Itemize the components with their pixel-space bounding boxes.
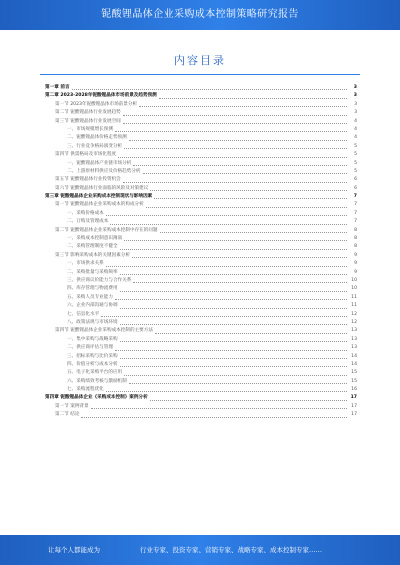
toc-leader-dots: [91, 408, 347, 409]
toc-entry-text: 第一节 案例背景: [55, 403, 89, 409]
toc-page-number: 11: [351, 303, 357, 309]
toc-entry[interactable]: [45, 285, 357, 293]
toc-page-number: 4: [354, 135, 357, 141]
toc-leader-dots: [72, 89, 347, 90]
toc-page-number: 10: [351, 277, 357, 283]
toc-entry-text: 一、采购成本控制意识薄弱: [67, 236, 123, 242]
toc-entry[interactable]: [45, 277, 357, 285]
toc-entry[interactable]: [45, 252, 357, 260]
toc-entry-text: 一、市场供求关系: [67, 261, 104, 267]
toc-leader-dots: [133, 282, 347, 283]
toc-entry[interactable]: [45, 227, 357, 235]
toc-page-number: 14: [351, 353, 357, 359]
toc-entry[interactable]: [45, 151, 357, 159]
toc-leader-dots: [160, 232, 347, 233]
toc-leader-dots: [120, 341, 347, 342]
toc-leader-dots: [120, 291, 347, 292]
toc-entry[interactable]: [45, 143, 357, 151]
report-footer-banner: [0, 535, 400, 565]
toc-page-number: 3: [353, 93, 357, 99]
toc-page-number: 8: [354, 236, 357, 242]
toc-page-number: 8: [354, 227, 357, 233]
toc-leader-dots: [81, 417, 347, 418]
toc-entry[interactable]: [45, 311, 357, 319]
toc-entry-text: 第一节 铌酸锂晶体企业采购成本的构成分析: [55, 202, 144, 208]
toc-entry-text: 第三节 影响采购成本的关键因素分析: [55, 252, 130, 258]
toc-entry-text: 一、采购价格成本: [67, 210, 104, 216]
toc-leader-dots: [120, 324, 347, 325]
toc-leader-dots: [120, 249, 347, 250]
toc-entry[interactable]: [45, 201, 357, 209]
toc-page-number: 7: [353, 194, 357, 200]
toc-entry[interactable]: [45, 294, 357, 302]
toc-entry-text: 二、供应商评估与管理: [67, 345, 113, 351]
toc-entry-text: 三、招标采购与比价采购: [67, 353, 118, 359]
toc-entry[interactable]: [45, 109, 357, 117]
toc-title-divider: [40, 74, 360, 75]
toc-leader-dots: [154, 198, 347, 199]
toc-entry[interactable]: [45, 243, 357, 251]
toc-entry[interactable]: [45, 394, 357, 402]
toc-entry[interactable]: [45, 160, 357, 168]
toc-entry-text: 五、采购人员专业能力: [67, 294, 113, 300]
toc-entry[interactable]: [45, 269, 357, 277]
toc-leader-dots: [150, 400, 347, 401]
toc-entry-text: 二、上游原材料供应及价格趋势分析: [67, 168, 141, 174]
toc-page-number: 5: [354, 152, 357, 158]
toc-page-number: 5: [354, 160, 357, 166]
toc-entry[interactable]: [45, 369, 357, 377]
toc-page-number: 3: [354, 110, 357, 116]
toc-page-number: 12: [351, 311, 357, 317]
toc-leader-dots: [132, 257, 347, 258]
toc-leader-dots: [120, 308, 347, 309]
toc-page-number: 17: [350, 395, 357, 401]
toc-leader-dots: [106, 215, 347, 216]
toc-entry-text: 第三章 铌酸锂晶体企业采购成本控制现状与影响因素: [45, 194, 153, 200]
footer-lead-text: 让每个人都能成为: [48, 546, 100, 554]
toc-leader-dots: [123, 182, 347, 183]
toc-entry[interactable]: [45, 134, 357, 142]
toc-page-number: 14: [351, 361, 357, 367]
toc-leader-dots: [155, 333, 347, 334]
toc-leader-dots: [110, 224, 347, 225]
toc-page-number: 6: [354, 177, 357, 183]
toc-entry-text: 三、行业竞争格局演变分析: [67, 143, 123, 149]
toc-leader-dots: [150, 190, 347, 191]
toc-page-number: 11: [351, 294, 357, 300]
toc-entry-text: 第二节 铌酸锂晶体行业发展趋势: [55, 110, 121, 116]
toc-page-number: 13: [351, 345, 357, 351]
toc-page-number: 17: [351, 412, 357, 418]
toc-entry-text: 第五节 铌酸锂晶体行业投资机会: [55, 177, 121, 183]
toc-leader-dots: [106, 391, 347, 392]
toc-leader-dots: [133, 165, 347, 166]
toc-entry[interactable]: [45, 378, 357, 386]
toc-page-number: 10: [351, 286, 357, 292]
toc-entry[interactable]: [45, 361, 357, 369]
toc-leader-dots: [115, 350, 347, 351]
toc-entry-text: 一、集中采购与战略采购: [67, 336, 118, 342]
toc-entry[interactable]: [45, 386, 357, 394]
toc-entry[interactable]: [45, 92, 357, 100]
toc-page-number: 3: [354, 101, 357, 107]
toc-page-number: 12: [351, 319, 357, 325]
toc-leader-dots: [139, 106, 347, 107]
toc-leader-dots: [120, 274, 347, 275]
toc-entry-text: 七、信息化水平: [67, 311, 100, 317]
toc-page-number: 15: [351, 378, 357, 384]
toc-leader-dots: [124, 375, 347, 376]
toc-entry[interactable]: [45, 353, 357, 361]
toc-page-number: 3: [353, 85, 357, 90]
toc-entry-text: 第一章 前言: [45, 85, 70, 90]
toc-leader-dots: [106, 266, 347, 267]
toc-page-number: 9: [354, 269, 357, 275]
toc-entry-text: 第二节 结论: [55, 412, 80, 418]
toc-page-number: 9: [354, 252, 357, 258]
toc-entry-text: 六、企业内部沟通与协调: [67, 303, 118, 309]
toc-leader-dots: [118, 157, 347, 158]
toc-entry-text: 五、电子化采购平台的应用: [67, 370, 123, 376]
toc-entry-text: 第六节 铌酸锂晶体行业面临的风险及对策建议: [55, 185, 149, 191]
toc-entry[interactable]: [45, 260, 357, 268]
toc-page-number: 16: [351, 387, 357, 393]
toc-entry-text: 一、市场规模增长预测: [67, 126, 113, 132]
toc-entry-text: 第二章 2023-2028年铌酸锂晶体市场前景及趋势预测: [45, 93, 157, 99]
toc-leader-dots: [101, 316, 347, 317]
toc-entry[interactable]: [45, 84, 357, 92]
toc-page-number: 13: [351, 336, 357, 342]
toc-entry-text: 三、供应商议价能力与合作关系: [67, 277, 132, 283]
toc-entry-text: 二、铌酸锂晶体价格走势预测: [67, 135, 127, 141]
toc-entry[interactable]: [45, 319, 357, 327]
toc-leader-dots: [115, 299, 347, 300]
toc-entry[interactable]: [45, 302, 357, 310]
toc-leader-dots: [120, 358, 347, 359]
toc-entry-text: 第四节 供需格局及市场化程度: [55, 152, 117, 158]
toc-page-number: 5: [354, 168, 357, 174]
toc-entry[interactable]: [45, 193, 357, 201]
toc-page-number: 15: [351, 370, 357, 376]
toc-leader-dots: [120, 366, 347, 367]
toc-entry-text: 四、库存管理与物流费用: [67, 286, 118, 292]
toc-leader-dots: [124, 240, 347, 241]
toc-page-number: 7: [354, 202, 357, 208]
toc-leader-dots: [146, 207, 347, 208]
toc-page-number: 5: [354, 143, 357, 149]
toc-entry[interactable]: [45, 411, 357, 419]
toc-entry[interactable]: [45, 344, 357, 352]
toc-entry-text: 第三节 铌酸锂晶体行业发展空间: [55, 118, 121, 124]
toc-entry[interactable]: [45, 168, 357, 176]
toc-entry-text: 四、价值分析与成本分析: [67, 361, 118, 367]
toc-leader-dots: [124, 148, 347, 149]
toc-entry[interactable]: [45, 327, 357, 335]
toc-page-number: 9: [354, 261, 357, 267]
toc-page-number: 8: [354, 244, 357, 250]
toc-entry-text: 第四章 铌酸锂晶体企业《采购成本控制》案例分析: [45, 395, 148, 401]
toc-entry-text: 六、采购绩效考核与激励机制: [67, 378, 127, 384]
toc-entry[interactable]: [45, 176, 357, 184]
toc-leader-dots: [115, 131, 347, 132]
toc-entry[interactable]: [45, 210, 357, 218]
toc-entry[interactable]: [45, 235, 357, 243]
toc-entry-text: 二、采购批量与采购频率: [67, 269, 118, 275]
toc-entry[interactable]: [45, 118, 357, 126]
toc-entry-text: 二、订购及管理成本: [67, 219, 109, 225]
toc-entry[interactable]: [45, 403, 357, 411]
toc-leader-dots: [123, 123, 347, 124]
toc-entry-text: 二、采购管理制度不健全: [67, 244, 118, 250]
report-header-banner: [0, 0, 400, 30]
toc-entry[interactable]: [45, 336, 357, 344]
toc-page-number: 4: [354, 126, 357, 132]
table-of-contents: [45, 84, 357, 420]
toc-entry-text: 七、采购流程优化: [67, 387, 104, 393]
toc-page-number: 17: [351, 403, 357, 409]
toc-page-number: 13: [351, 328, 357, 334]
toc-page-number: 4: [354, 118, 357, 124]
toc-leader-dots: [129, 383, 347, 384]
toc-entry-text: 第四节 铌酸锂晶体企业采购成本控制的主要方法: [55, 328, 153, 334]
toc-leader-dots: [159, 98, 347, 99]
toc-entry[interactable]: [45, 218, 357, 226]
toc-entry-text: 八、政策法规与市场环境: [67, 319, 118, 325]
toc-page-number: 7: [354, 219, 357, 225]
toc-entry-text: 第一节 2023年铌酸锂晶体市场前景分析: [55, 101, 138, 107]
footer-tagline: 行业专家、投资专家、营销专家、战略专家、成本控制专家……: [140, 546, 322, 554]
toc-entry-text: 第二节 铌酸锂晶体企业采购成本控制中存在的问题: [55, 227, 158, 233]
toc-leader-dots: [123, 115, 347, 116]
toc-entry[interactable]: [45, 185, 357, 193]
toc-leader-dots: [129, 140, 347, 141]
toc-title: 内容目录: [174, 54, 226, 67]
toc-leader-dots: [143, 173, 347, 174]
toc-page-number: 6: [354, 185, 357, 191]
report-title: 铌酸锂晶体企业采购成本控制策略研究报告: [101, 9, 299, 20]
toc-entry[interactable]: [45, 101, 357, 109]
toc-entry-text: 一、铌酸锂晶体产业链市场分析: [67, 160, 132, 166]
toc-entry[interactable]: [45, 126, 357, 134]
toc-page-number: 7: [354, 210, 357, 216]
